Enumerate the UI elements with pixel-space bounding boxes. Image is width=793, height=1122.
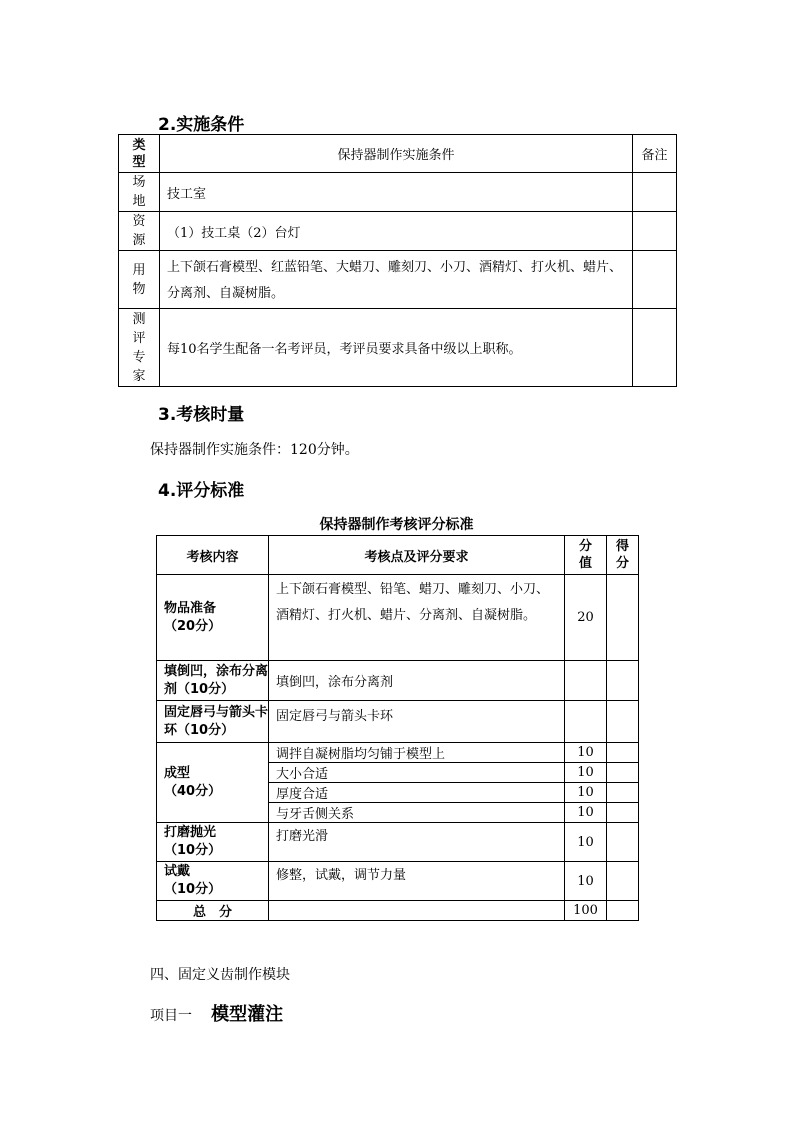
item-text: 固定唇弓与箭头卡环 xyxy=(269,701,565,743)
header-score: 分 值 xyxy=(565,536,607,575)
item-text: 打磨光滑 xyxy=(269,823,565,862)
item-text: 与牙舌侧关系 xyxy=(269,803,565,823)
item-got xyxy=(607,823,639,862)
item-text: 修整，试戴，调节力量 xyxy=(269,862,565,901)
header-condition: 保持器制作实施条件 xyxy=(160,135,633,173)
item-got xyxy=(607,783,639,803)
item-score: 20 xyxy=(565,575,607,661)
table-row xyxy=(157,701,639,743)
item-score: 10 xyxy=(565,743,607,763)
item-text: 大小合适 xyxy=(269,763,565,783)
item-got xyxy=(607,701,639,743)
row-note xyxy=(633,251,677,309)
header-note: 备注 xyxy=(633,135,677,173)
row-type: 测 评 专 家 xyxy=(119,309,160,387)
group-name: 试戴 （10分） xyxy=(157,862,269,901)
project-name: 模型灌注 xyxy=(211,1004,284,1025)
table-row xyxy=(157,823,639,862)
row-content: 上下颌石膏模型、红蓝铅笔、大蜡刀、雕刻刀、小刀、酒精灯、打火机、蜡片、分离剂、自凝树脂。 xyxy=(160,251,633,309)
table-row xyxy=(119,212,677,251)
module-title: 四、固定义齿制作模块 xyxy=(150,967,290,983)
total-label: 总 分 xyxy=(157,901,269,921)
project-label: 项目一 xyxy=(150,1008,192,1024)
row-note xyxy=(633,173,677,212)
scoring-header-row xyxy=(157,536,639,575)
scoring-table-title: 保持器制作考核评分标准 xyxy=(319,517,474,533)
item-score: 10 xyxy=(565,862,607,901)
item-text: 厚度合适 xyxy=(269,783,565,803)
item-text: 填倒凹，涂布分离剂 xyxy=(269,661,565,701)
item-got xyxy=(607,763,639,783)
item-got xyxy=(607,575,639,661)
total-score: 100 xyxy=(565,901,607,921)
item-score: 10 xyxy=(565,763,607,783)
row-type: 场 地 xyxy=(119,173,160,212)
group-name: 成型 （40分） xyxy=(157,743,269,823)
item-score xyxy=(565,701,607,743)
item-text: 上下颌石膏模型、铅笔、蜡刀、雕刻刀、小刀、酒精灯、打火机、蜡片、分离剂、自凝树脂。 xyxy=(269,575,565,661)
row-type: 用 物 xyxy=(119,251,160,309)
item-text: 调拌自凝树脂均匀铺于模型上 xyxy=(269,743,565,763)
item-got xyxy=(607,661,639,701)
group-name: 填倒凹，涂布分离剂（10分） xyxy=(157,661,269,701)
total-got xyxy=(607,901,639,921)
section-3-heading: 3.考核时量 xyxy=(158,405,245,425)
scoring-table xyxy=(156,535,639,921)
row-content: 每10名学生配备一名考评员，考评员要求具备中级以上职称。 xyxy=(160,309,633,387)
project-heading xyxy=(150,1000,283,1026)
group-name: 打磨抛光 （10分） xyxy=(157,823,269,862)
table-row xyxy=(119,309,677,387)
section-4-heading: 4.评分标准 xyxy=(158,481,245,501)
row-note xyxy=(633,309,677,387)
section-2-heading: 2.实施条件 xyxy=(158,115,245,135)
header-type: 类 型 xyxy=(119,135,160,173)
group-name: 固定唇弓与箭头卡环（10分） xyxy=(157,701,269,743)
table-row xyxy=(157,661,639,701)
header-points: 考核点及评分要求 xyxy=(269,536,565,575)
item-score: 10 xyxy=(565,783,607,803)
table-row xyxy=(119,251,677,309)
item-score: 10 xyxy=(565,803,607,823)
item-got xyxy=(607,803,639,823)
total-row xyxy=(157,901,639,921)
row-note xyxy=(633,212,677,251)
row-content: 技工室 xyxy=(160,173,633,212)
table-row xyxy=(119,173,677,212)
row-content: （1）技工桌（2）台灯 xyxy=(160,212,633,251)
item-got xyxy=(607,862,639,901)
table-row xyxy=(157,575,639,661)
conditions-header-row xyxy=(119,135,677,173)
row-type: 资 源 xyxy=(119,212,160,251)
header-got: 得 分 xyxy=(607,536,639,575)
table-row xyxy=(157,862,639,901)
group-name: 物品准备 （20分） xyxy=(157,575,269,661)
item-score: 10 xyxy=(565,823,607,862)
header-content: 考核内容 xyxy=(157,536,269,575)
item-score xyxy=(565,661,607,701)
exam-duration-text: 保持器制作实施条件：120分钟。 xyxy=(150,442,359,458)
total-points xyxy=(269,901,565,921)
item-got xyxy=(607,743,639,763)
conditions-table xyxy=(118,134,677,387)
table-row xyxy=(157,743,639,763)
